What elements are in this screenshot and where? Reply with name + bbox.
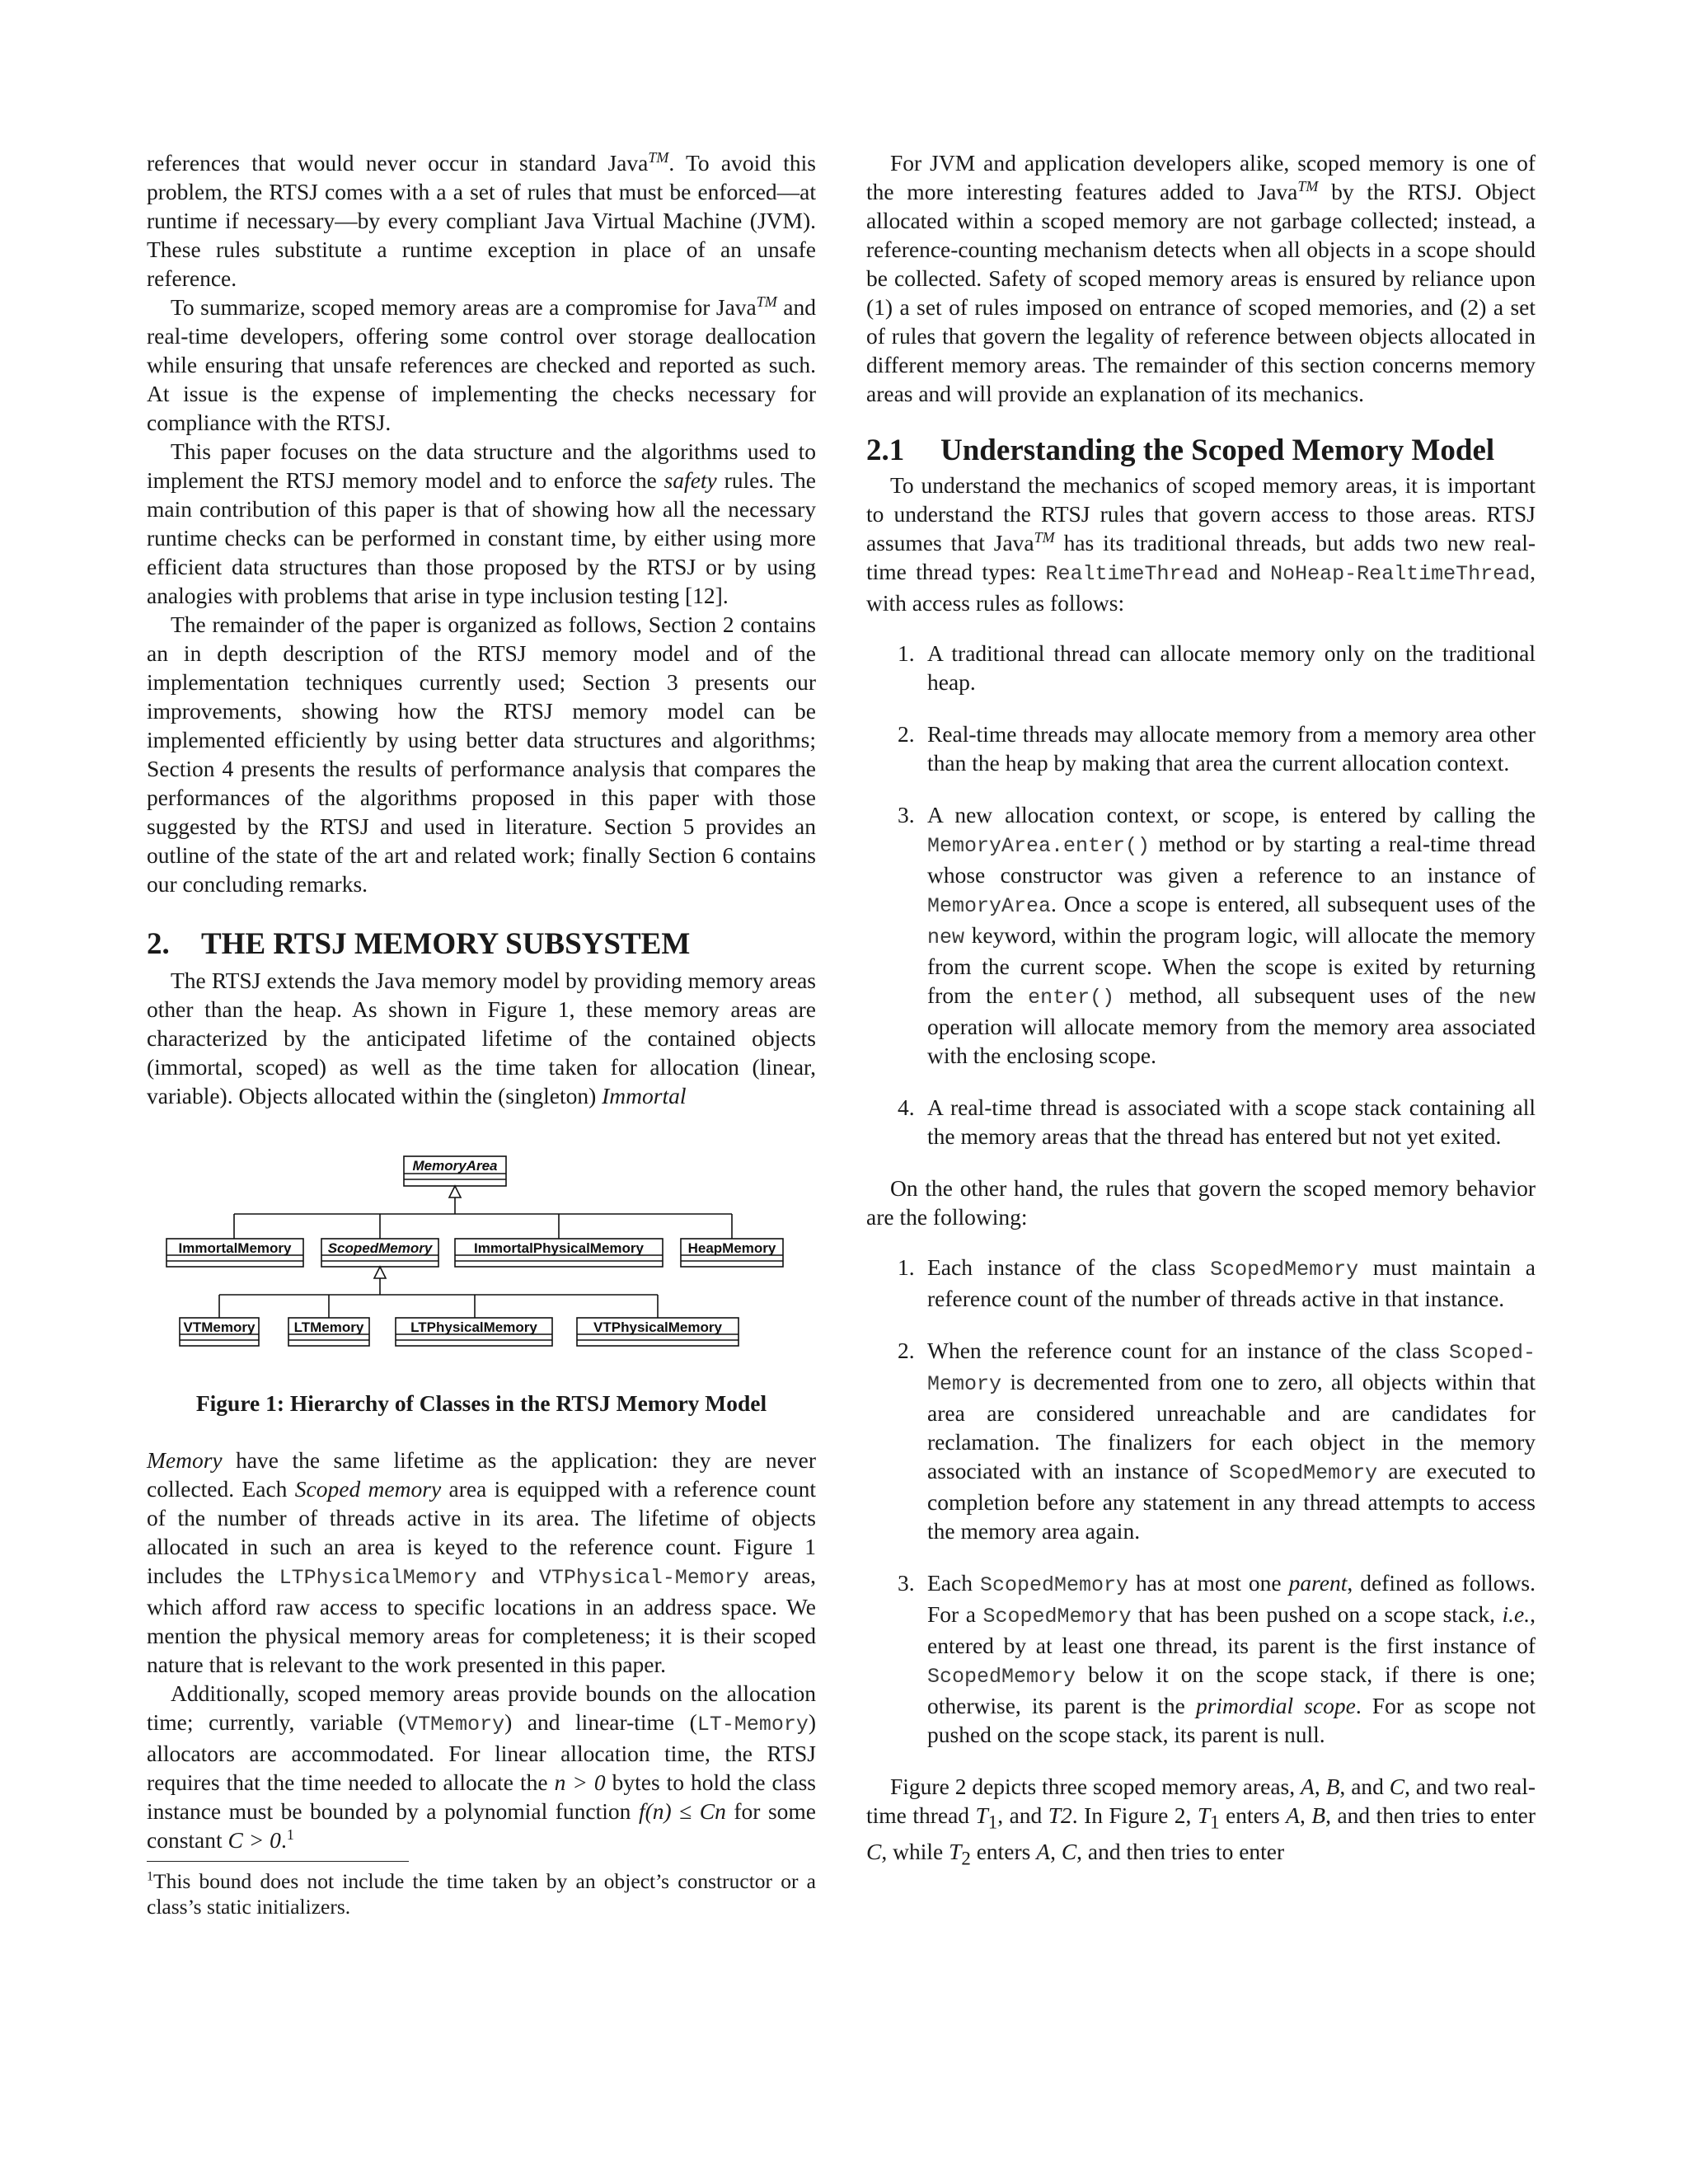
subsection-heading: 2.1 Understanding the Scoped Memory Model — [866, 434, 1495, 467]
scoped-memory-rules-list — [866, 1253, 1536, 1749]
section-heading: 2. THE RTSJ MEMORY SUBSYSTEM — [147, 927, 691, 961]
uml-label: ImmortalMemory — [178, 1240, 292, 1256]
figure-caption: Figure 1: Hierarchy of Classes in the RTSJ Memory Model — [195, 1390, 767, 1416]
list-item: 1. A traditional thread can allocate memory only on the traditional heap. — [898, 640, 1536, 695]
uml-label: ScopedMemory — [327, 1240, 433, 1256]
figure-1-class-hierarchy — [147, 1140, 816, 1379]
uml-label: LTPhysicalMemory — [410, 1319, 537, 1335]
uml-label: ImmortalPhysicalMemory — [474, 1240, 644, 1256]
paragraph: Figure 2 depicts three scoped memory areas, A, B, and C, and two real-time thread $T_1$, and T2. In Figure 2, $T_1$ enters A, B, and then tries to enter C, while $T_2$ enters A, C, and then tries to enter — [866, 1774, 1536, 1868]
list-item: 2. Real-time threads may allocate memory from a memory area other than the heap by making that area the current allocation context. — [898, 721, 1536, 776]
uml-label: LTMemory — [293, 1319, 364, 1335]
footnote-rule — [147, 1861, 409, 1862]
uml-label: HeapMemory — [687, 1240, 776, 1256]
uml-label: VTPhysicalMemory — [593, 1319, 722, 1335]
list-item: 1. Each instance of the class ScopedMemory must maintain a reference count of the number of threads active in that instance. — [898, 1254, 1536, 1311]
paragraph: Memory have the same lifetime as the application: they are never collected. Each Scoped memory area is equipped with a reference count of the number of threads active in its area. The lifetime of objects allocated in such an area is keyed to the reference count. Figure 1 includes the LTPhysicalMemory and VTPhysical-Memory areas, which afford raw access to specific locations in an address space. We mention the physical memory areas for completeness; it is their scoped nature that is relevant to the work presented in this paper. — [147, 1447, 816, 1677]
right-column — [866, 148, 1536, 1872]
footnote: $^1$This bound does not include the time taken by an object’s constructor or a class’s static initializers. — [147, 1869, 816, 1919]
paragraph: The RTSJ extends the Java memory model by providing memory areas other than the heap. As shown in Figure 1, these memory areas are characterized by the anticipated lifetime of the contained objects (immortal, scoped) as well as the time taken for allocation (linear, variable). Objects allocated within the (singleton) Immortal — [147, 968, 816, 1108]
paragraph: Additionally, scoped memory areas provide bounds on the allocation time; currently, variable (VTMemory) and linear-time (LT-Memory) allocators are accommodated. For linear allocation time, the RTSJ requires that the time needed to allocate the n > 0 bytes to hold the class instance must be bounded by a polynomial function f(n) ≤ Cn for some constant C > 0.$^1$ — [147, 1680, 817, 1853]
left-column — [147, 148, 816, 1919]
uml-label: VTMemory — [183, 1319, 256, 1335]
paragraph: This paper focuses on the data structure and the algorithms used to implement the RTSJ memory model and to enforce the safety rules. The main contribution of this paper is that of showing how all the necessary runtime checks can be performed in constant time, by either using more efficient data structures than those proposed by the RTSJ or by using analogies with problems that arise in type inclusion testing [12]. — [147, 438, 816, 608]
paragraph: references that would never occur in standard Java™. To avoid this problem, the RTSJ comes with a a set of rules that must be enforced—at runtime if necessary—by every compliant Java Virtual Machine (JVM). These rules substitute a runtime exception in place of an unsafe reference. — [147, 148, 816, 291]
paragraph: To summarize, scoped memory areas are a compromise for Java™ and real-time developers, offering some control over storage deallocation while ensuring that unsafe references are checked and reported as such. At issue is the expense of implementing the checks necessary for compliance with the RTSJ. — [147, 293, 816, 435]
paragraph: On the other hand, the rules that govern the scoped memory behavior are the following: — [866, 1175, 1536, 1230]
list-item: 3. A new allocation context, or scope, is entered by calling the MemoryArea.enter() method or by starting a real-time thread whose constructor was given a reference to an instance of MemoryArea. Once a scope is entered, all subsequent uses of the new keyword, within the program logic, will allocate the memory from the current scope. When the scope is exited by returning from the enter() method, all subsequent uses of the new operation will allocate memory from the memory area associated with the enclosing scope. — [898, 802, 1536, 1068]
list-item: 2. When the reference count for an instance of the class Scoped-Memory is decremented from one to zero, all objects within that area are considered unreachable and are candidates for reclamation. The finalizers for each object in the memory associated with an instance of ScopedMemory are executed to completion before any statement in any thread attempts to access the memory area again. — [898, 1338, 1536, 1544]
thread-rules-list — [866, 639, 1536, 1151]
list-item: 3. Each ScopedMemory has at most one parent, defined as follows. For a ScopedMemory that has been pushed on a scope stack, i.e., entered by at least one thread, its parent is the first instance of ScopedMemory below it on the scope stack, if there is one; otherwise, its parent is the primordial scope. For as scope not pushed on the scope stack, its parent is null. — [898, 1570, 1536, 1747]
paragraph: The remainder of the paper is organized as follows, Section 2 contains an in depth description of the RTSJ memory model and of the implementation techniques currently used; Section 3 presents our improvements, showing how the RTSJ memory model can be implemented efficiently by using better data structures and algorithms; Section 4 presents the results of performance analysis that compares the performances of the algorithms proposed in this paper with those suggested by the RTSJ and used in literature. Section 5 provides an outline of the state of the art and related work; finally Section 6 contains our concluding remarks. — [147, 612, 816, 897]
list-item: 4. A real-time thread is associated with a scope stack containing all the memory areas that the thread has entered but not yet exited. — [898, 1094, 1536, 1149]
paragraph: For JVM and application developers alike, scoped memory is one of the more interesting features added to Java™ by the RTSJ. Object allocated within a scoped memory are not garbage collected; instead, a reference-counting mechanism detects when all objects in a scope should be collected. Safety of scoped memory areas is ensured by reliance upon (1) a set of rules imposed on entrance of scoped memories, and (2) a set of rules that govern the legality of reference between objects allocated in different memory areas. The remainder of this section concerns memory areas and will provide an explanation of its mechanics. — [866, 150, 1536, 406]
uml-label-root: MemoryArea — [412, 1158, 498, 1174]
paragraph: To understand the mechanics of scoped memory areas, it is important to understand the RTSJ rules that govern access to those areas. RTSJ assumes that Java™ has its traditional threads, but adds two new real-time thread types: RealtimeThread and NoHeap-RealtimeThread, with access rules as follows: — [866, 472, 1536, 616]
uml-diagram — [147, 1140, 816, 1379]
